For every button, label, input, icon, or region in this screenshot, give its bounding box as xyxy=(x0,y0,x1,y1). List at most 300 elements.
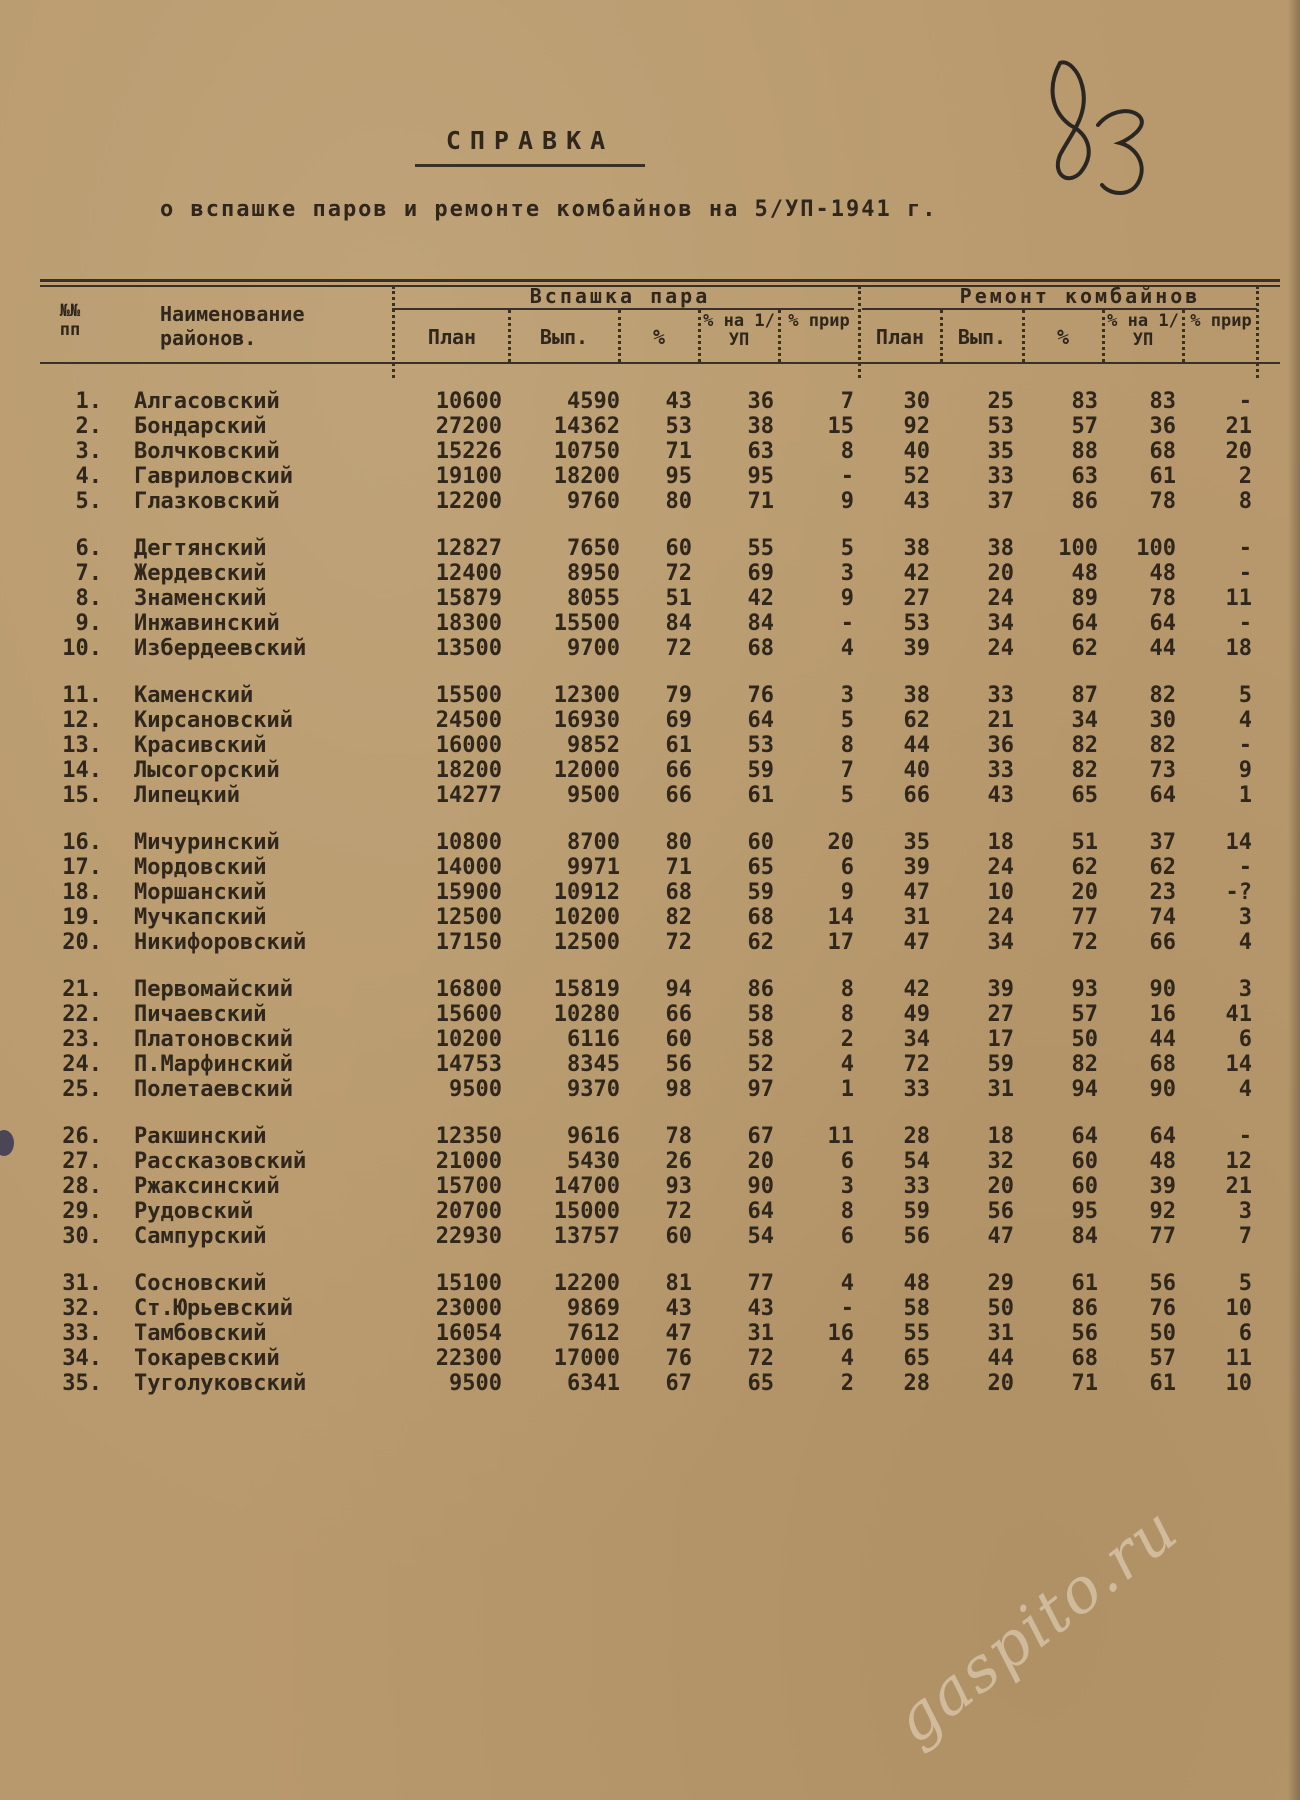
repair-plan: 56 xyxy=(903,1224,930,1249)
repair-plan: 31 xyxy=(903,905,930,930)
plowing-done: 18200 xyxy=(553,464,620,489)
page-subtitle: о вспашке паров и ремонте комбайнов на 5/УП-1941 г. xyxy=(160,197,938,222)
plowing-pct-on: 65 xyxy=(747,1371,774,1396)
repair-pct-on: 64 xyxy=(1149,611,1176,636)
plowing-done: 10912 xyxy=(553,880,620,905)
header-plan-2: План xyxy=(875,325,925,349)
district-name: Рудовский xyxy=(134,1199,254,1224)
plowing-done: 8055 xyxy=(567,586,620,611)
repair-pct-gain: 18 xyxy=(1225,636,1252,661)
plowing-pct: 72 xyxy=(665,636,692,661)
repair-done: 27 xyxy=(987,1002,1014,1027)
table-header-bottom-rule xyxy=(40,362,1280,364)
repair-plan: 49 xyxy=(903,1002,930,1027)
repair-plan: 53 xyxy=(903,611,930,636)
plowing-pct-gain: 4 xyxy=(840,1271,854,1296)
plowing-pct: 84 xyxy=(665,611,692,636)
district-name: Избердеевский xyxy=(134,636,307,661)
plowing-plan: 9500 xyxy=(449,1077,502,1102)
plowing-plan: 16054 xyxy=(435,1321,502,1346)
repair-pct-gain: 6 xyxy=(1238,1321,1252,1346)
repair-pct: 61 xyxy=(1071,1271,1098,1296)
repair-pct-on: 44 xyxy=(1149,636,1176,661)
row-number: 30. xyxy=(62,1224,102,1249)
plowing-pct-on: 55 xyxy=(747,536,774,561)
repair-pct-on: 23 xyxy=(1149,880,1176,905)
repair-pct: 64 xyxy=(1071,1124,1098,1149)
plowing-plan: 12200 xyxy=(435,489,502,514)
repair-pct-gain: - xyxy=(1238,536,1252,561)
plowing-done: 12200 xyxy=(553,1271,620,1296)
district-name: П.Марфинский xyxy=(134,1052,293,1077)
repair-done: 36 xyxy=(987,733,1014,758)
repair-plan: 39 xyxy=(903,855,930,880)
district-name: Липецкий xyxy=(134,783,240,808)
plowing-plan: 14277 xyxy=(435,783,502,808)
plowing-pct: 60 xyxy=(665,1027,692,1052)
row-number: 26. xyxy=(62,1124,102,1149)
header-pct-2: % xyxy=(1056,325,1070,349)
plowing-pct-gain: 3 xyxy=(840,1174,854,1199)
plowing-pct: 72 xyxy=(665,930,692,955)
repair-pct-gain: 8 xyxy=(1238,489,1252,514)
repair-plan: 33 xyxy=(903,1077,930,1102)
repair-pct-on: 50 xyxy=(1149,1321,1176,1346)
plowing-done: 9700 xyxy=(567,636,620,661)
repair-pct-on: 74 xyxy=(1149,905,1176,930)
district-name: Ржаксинский xyxy=(134,1174,280,1199)
repair-plan: 47 xyxy=(903,880,930,905)
plowing-pct-on: 59 xyxy=(747,880,774,905)
plowing-done: 5430 xyxy=(567,1149,620,1174)
plowing-done: 12000 xyxy=(553,758,620,783)
plowing-pct-gain: 15 xyxy=(827,414,854,439)
repair-plan: 38 xyxy=(903,683,930,708)
plowing-done: 9971 xyxy=(567,855,620,880)
repair-pct-gain: 3 xyxy=(1238,977,1252,1002)
plowing-pct-gain: 14 xyxy=(827,905,854,930)
plowing-done: 4590 xyxy=(567,389,620,414)
plowing-pct-on: 54 xyxy=(747,1224,774,1249)
repair-pct-on: 90 xyxy=(1149,1077,1176,1102)
repair-pct-on: 78 xyxy=(1149,586,1176,611)
plowing-plan: 14753 xyxy=(435,1052,502,1077)
plowing-done: 9370 xyxy=(567,1077,620,1102)
repair-done: 31 xyxy=(987,1321,1014,1346)
col-divider xyxy=(1182,310,1185,362)
repair-pct: 86 xyxy=(1071,1296,1098,1321)
plowing-pct-on: 84 xyxy=(747,611,774,636)
plowing-plan: 19100 xyxy=(435,464,502,489)
header-plan-1: План xyxy=(427,325,477,349)
repair-pct: 88 xyxy=(1071,439,1098,464)
plowing-pct: 71 xyxy=(665,439,692,464)
row-number: 31. xyxy=(62,1271,102,1296)
repair-plan: 28 xyxy=(903,1371,930,1396)
repair-plan: 52 xyxy=(903,464,930,489)
plowing-done: 14700 xyxy=(553,1174,620,1199)
row-number: 21. xyxy=(62,977,102,1002)
repair-pct: 51 xyxy=(1071,830,1098,855)
plowing-done: 15819 xyxy=(553,977,620,1002)
plowing-pct-gain: 3 xyxy=(840,683,854,708)
row-number: 6. xyxy=(75,536,102,561)
district-name: Бондарский xyxy=(134,414,267,439)
plowing-done: 17000 xyxy=(553,1346,620,1371)
repair-pct: 95 xyxy=(1071,1199,1098,1224)
plowing-pct-on: 59 xyxy=(747,758,774,783)
repair-done: 20 xyxy=(987,561,1014,586)
repair-pct-on: 56 xyxy=(1149,1271,1176,1296)
repair-pct: 94 xyxy=(1071,1077,1098,1102)
plowing-done: 15500 xyxy=(553,611,620,636)
row-number: 15. xyxy=(62,783,102,808)
repair-done: 39 xyxy=(987,977,1014,1002)
plowing-done: 8345 xyxy=(567,1052,620,1077)
repair-pct-gain: 10 xyxy=(1225,1371,1252,1396)
repair-done: 24 xyxy=(987,905,1014,930)
district-name: Платоновский xyxy=(134,1027,293,1052)
header-pct-gain-2: % прир xyxy=(1190,311,1252,331)
col-divider xyxy=(618,310,621,362)
repair-pct-gain: - xyxy=(1238,855,1252,880)
plowing-pct: 98 xyxy=(665,1077,692,1102)
plowing-pct-gain: 17 xyxy=(827,930,854,955)
repair-done: 25 xyxy=(987,389,1014,414)
row-number: 24. xyxy=(62,1052,102,1077)
repair-pct: 34 xyxy=(1071,708,1098,733)
plowing-plan: 9500 xyxy=(449,1371,502,1396)
header-done-1: Вып. xyxy=(539,325,589,349)
header-num: №№ пп xyxy=(59,301,81,340)
plowing-plan: 16000 xyxy=(435,733,502,758)
row-number: 10. xyxy=(62,636,102,661)
plowing-pct-on: 61 xyxy=(747,783,774,808)
repair-plan: 44 xyxy=(903,733,930,758)
plowing-plan: 22300 xyxy=(435,1346,502,1371)
plowing-pct-gain: 6 xyxy=(840,1149,854,1174)
plowing-pct: 95 xyxy=(665,464,692,489)
repair-pct: 63 xyxy=(1071,464,1098,489)
plowing-pct-on: 64 xyxy=(747,1199,774,1224)
repair-pct-on: 66 xyxy=(1149,930,1176,955)
row-number: 17. xyxy=(62,855,102,880)
repair-pct: 60 xyxy=(1071,1174,1098,1199)
header-pct-on-2: % на 1/УП xyxy=(1107,311,1179,350)
repair-done: 24 xyxy=(987,855,1014,880)
plowing-plan: 10200 xyxy=(435,1027,502,1052)
repair-pct-on: 92 xyxy=(1149,1199,1176,1224)
plowing-plan: 15600 xyxy=(435,1002,502,1027)
row-number: 13. xyxy=(62,733,102,758)
district-name: Рассказовский xyxy=(134,1149,307,1174)
plowing-done: 8950 xyxy=(567,561,620,586)
repair-pct-on: 57 xyxy=(1149,1346,1176,1371)
plowing-plan: 20700 xyxy=(435,1199,502,1224)
repair-done: 43 xyxy=(987,783,1014,808)
plowing-pct-gain: 6 xyxy=(840,855,854,880)
plowing-plan: 18200 xyxy=(435,758,502,783)
repair-pct-gain: 12 xyxy=(1225,1149,1252,1174)
plowing-plan: 15500 xyxy=(435,683,502,708)
plowing-plan: 12350 xyxy=(435,1124,502,1149)
repair-plan: 62 xyxy=(903,708,930,733)
plowing-pct: 72 xyxy=(665,1199,692,1224)
plowing-pct-on: 65 xyxy=(747,855,774,880)
plowing-pct-on: 43 xyxy=(747,1296,774,1321)
repair-done: 31 xyxy=(987,1077,1014,1102)
district-name: Токаревский xyxy=(134,1346,280,1371)
plowing-plan: 15100 xyxy=(435,1271,502,1296)
repair-plan: 54 xyxy=(903,1149,930,1174)
repair-pct-gain: 10 xyxy=(1225,1296,1252,1321)
repair-done: 50 xyxy=(987,1296,1014,1321)
plowing-pct-gain: 9 xyxy=(840,586,854,611)
row-number: 8. xyxy=(75,586,102,611)
plowing-plan: 14000 xyxy=(435,855,502,880)
repair-pct-on: 48 xyxy=(1149,561,1176,586)
district-name: Ст.Юрьевский xyxy=(134,1296,293,1321)
plowing-pct: 69 xyxy=(665,708,692,733)
plowing-done: 14362 xyxy=(553,414,620,439)
repair-pct: 62 xyxy=(1071,855,1098,880)
district-name: Туголуковский xyxy=(134,1371,307,1396)
repair-pct-gain: 9 xyxy=(1238,758,1252,783)
repair-plan: 40 xyxy=(903,758,930,783)
repair-pct: 57 xyxy=(1071,1002,1098,1027)
district-name: Тамбовский xyxy=(134,1321,267,1346)
header-name: Наименование районов. xyxy=(160,302,305,350)
repair-pct-on: 78 xyxy=(1149,489,1176,514)
row-number: 5. xyxy=(75,489,102,514)
repair-done: 20 xyxy=(987,1174,1014,1199)
repair-pct: 71 xyxy=(1071,1371,1098,1396)
repair-pct: 87 xyxy=(1071,683,1098,708)
repair-pct: 65 xyxy=(1071,783,1098,808)
repair-plan: 28 xyxy=(903,1124,930,1149)
repair-plan: 42 xyxy=(903,561,930,586)
plowing-plan: 15879 xyxy=(435,586,502,611)
plowing-done: 10750 xyxy=(553,439,620,464)
plowing-pct-gain: 5 xyxy=(840,783,854,808)
plowing-pct-gain: 2 xyxy=(840,1371,854,1396)
repair-pct-gain: 14 xyxy=(1225,1052,1252,1077)
plowing-plan: 24500 xyxy=(435,708,502,733)
plowing-pct: 26 xyxy=(665,1149,692,1174)
col-divider xyxy=(698,310,701,362)
repair-done: 29 xyxy=(987,1271,1014,1296)
plowing-pct-gain: 3 xyxy=(840,561,854,586)
row-number: 27. xyxy=(62,1149,102,1174)
plowing-pct-on: 58 xyxy=(747,1002,774,1027)
repair-pct-on: 64 xyxy=(1149,783,1176,808)
repair-pct-gain: 21 xyxy=(1225,414,1252,439)
district-name: Дегтянский xyxy=(134,536,267,561)
repair-pct-gain: 4 xyxy=(1238,930,1252,955)
district-name: Инжавинский xyxy=(134,611,280,636)
district-name: Кирсановский xyxy=(134,708,293,733)
col-divider xyxy=(940,310,943,362)
plowing-pct-on: 63 xyxy=(747,439,774,464)
repair-done: 21 xyxy=(987,708,1014,733)
table-top-rule xyxy=(40,279,1280,282)
repair-pct-gain: 5 xyxy=(1238,683,1252,708)
repair-pct: 48 xyxy=(1071,561,1098,586)
plowing-pct-on: 52 xyxy=(747,1052,774,1077)
plowing-pct: 66 xyxy=(665,758,692,783)
plowing-pct: 67 xyxy=(665,1371,692,1396)
row-number: 29. xyxy=(62,1199,102,1224)
title-underline xyxy=(415,164,645,167)
repair-pct-on: 64 xyxy=(1149,1124,1176,1149)
plowing-done: 10280 xyxy=(553,1002,620,1027)
district-name: Алгасовский xyxy=(134,389,280,414)
repair-pct-gain: 11 xyxy=(1225,586,1252,611)
plowing-pct: 68 xyxy=(665,880,692,905)
repair-pct-on: 48 xyxy=(1149,1149,1176,1174)
repair-plan: 33 xyxy=(903,1174,930,1199)
row-number: 4. xyxy=(75,464,102,489)
repair-pct-gain: 1 xyxy=(1238,783,1252,808)
district-name: Мордовский xyxy=(134,855,267,880)
repair-pct-on: 61 xyxy=(1149,464,1176,489)
plowing-done: 9500 xyxy=(567,783,620,808)
plowing-pct-on: 71 xyxy=(747,489,774,514)
district-name: Полетаевский xyxy=(134,1077,293,1102)
repair-plan: 92 xyxy=(903,414,930,439)
repair-pct: 83 xyxy=(1071,389,1098,414)
repair-plan: 65 xyxy=(903,1346,930,1371)
repair-pct-on: 36 xyxy=(1149,414,1176,439)
repair-done: 53 xyxy=(987,414,1014,439)
plowing-pct: 56 xyxy=(665,1052,692,1077)
plowing-pct: 51 xyxy=(665,586,692,611)
group1-sub-rule xyxy=(392,308,854,310)
plowing-done: 9616 xyxy=(567,1124,620,1149)
repair-plan: 30 xyxy=(903,389,930,414)
plowing-pct-on: 76 xyxy=(747,683,774,708)
district-name: Жердевский xyxy=(134,561,267,586)
plowing-plan: 16800 xyxy=(435,977,502,1002)
plowing-pct-on: 69 xyxy=(747,561,774,586)
row-number: 16. xyxy=(62,830,102,855)
repair-pct: 100 xyxy=(1058,536,1098,561)
plowing-plan: 15226 xyxy=(435,439,502,464)
watermark: gaspito.ru xyxy=(880,1491,1192,1758)
plowing-pct-gain: 20 xyxy=(827,830,854,855)
repair-pct: 93 xyxy=(1071,977,1098,1002)
plowing-plan: 10800 xyxy=(435,830,502,855)
plowing-pct-gain: 16 xyxy=(827,1321,854,1346)
repair-pct-on: 16 xyxy=(1149,1002,1176,1027)
district-name: Глазковский xyxy=(134,489,280,514)
row-number: 19. xyxy=(62,905,102,930)
plowing-pct: 47 xyxy=(665,1321,692,1346)
district-name: Волчковский xyxy=(134,439,280,464)
district-name: Мучкапский xyxy=(134,905,267,930)
repair-done: 59 xyxy=(987,1052,1014,1077)
plowing-plan: 15900 xyxy=(435,880,502,905)
plowing-pct-gain: 7 xyxy=(840,389,854,414)
row-number: 33. xyxy=(62,1321,102,1346)
repair-done: 24 xyxy=(987,586,1014,611)
district-name: Знаменский xyxy=(134,586,267,611)
plowing-pct: 71 xyxy=(665,855,692,880)
repair-pct-on: 68 xyxy=(1149,1052,1176,1077)
plowing-done: 9869 xyxy=(567,1296,620,1321)
repair-done: 56 xyxy=(987,1199,1014,1224)
district-name: Лысогорский xyxy=(134,758,280,783)
row-number: 11. xyxy=(62,683,102,708)
repair-done: 34 xyxy=(987,611,1014,636)
repair-pct-gain: - xyxy=(1238,1124,1252,1149)
repair-pct: 56 xyxy=(1071,1321,1098,1346)
row-number: 23. xyxy=(62,1027,102,1052)
district-name: Пичаевский xyxy=(134,1002,267,1027)
plowing-pct: 72 xyxy=(665,561,692,586)
repair-pct-gain: 41 xyxy=(1225,1002,1252,1027)
group2-sub-rule xyxy=(862,308,1257,310)
col-divider xyxy=(1102,310,1105,362)
plowing-pct-on: 97 xyxy=(747,1077,774,1102)
repair-pct: 82 xyxy=(1071,1052,1098,1077)
plowing-pct-gain: 6 xyxy=(840,1224,854,1249)
plowing-pct: 76 xyxy=(665,1346,692,1371)
plowing-pct-on: 68 xyxy=(747,905,774,930)
col-divider xyxy=(508,310,511,362)
repair-pct-gain: - xyxy=(1238,561,1252,586)
repair-pct: 50 xyxy=(1071,1027,1098,1052)
handwritten-folio-number xyxy=(1040,55,1160,205)
plowing-done: 12300 xyxy=(553,683,620,708)
row-number: 1. xyxy=(75,389,102,414)
plowing-pct-gain: 9 xyxy=(840,489,854,514)
plowing-pct-gain: 7 xyxy=(840,758,854,783)
plowing-pct: 43 xyxy=(665,389,692,414)
repair-done: 47 xyxy=(987,1224,1014,1249)
plowing-pct: 81 xyxy=(665,1271,692,1296)
plowing-pct-on: 60 xyxy=(747,830,774,855)
plowing-done: 10200 xyxy=(553,905,620,930)
plowing-done: 12500 xyxy=(553,930,620,955)
repair-plan: 59 xyxy=(903,1199,930,1224)
repair-pct-on: 82 xyxy=(1149,683,1176,708)
plowing-pct-gain: 8 xyxy=(840,977,854,1002)
repair-pct: 82 xyxy=(1071,733,1098,758)
repair-done: 34 xyxy=(987,930,1014,955)
repair-done: 33 xyxy=(987,758,1014,783)
repair-done: 18 xyxy=(987,830,1014,855)
plowing-pct: 82 xyxy=(665,905,692,930)
repair-done: 35 xyxy=(987,439,1014,464)
plowing-done: 13757 xyxy=(553,1224,620,1249)
repair-done: 17 xyxy=(987,1027,1014,1052)
repair-plan: 39 xyxy=(903,636,930,661)
repair-plan: 42 xyxy=(903,977,930,1002)
repair-pct-gain: 11 xyxy=(1225,1346,1252,1371)
district-name: Каменский xyxy=(134,683,254,708)
repair-pct: 82 xyxy=(1071,758,1098,783)
district-name: Моршанский xyxy=(134,880,267,905)
repair-pct-gain: 14 xyxy=(1225,830,1252,855)
plowing-pct-gain: 8 xyxy=(840,1002,854,1027)
header-done-2: Вып. xyxy=(957,325,1007,349)
repair-pct: 77 xyxy=(1071,905,1098,930)
plowing-pct-on: 77 xyxy=(747,1271,774,1296)
repair-plan: 34 xyxy=(903,1027,930,1052)
repair-pct-gain: 2 xyxy=(1238,464,1252,489)
page-title: СПРАВКА xyxy=(445,126,615,155)
